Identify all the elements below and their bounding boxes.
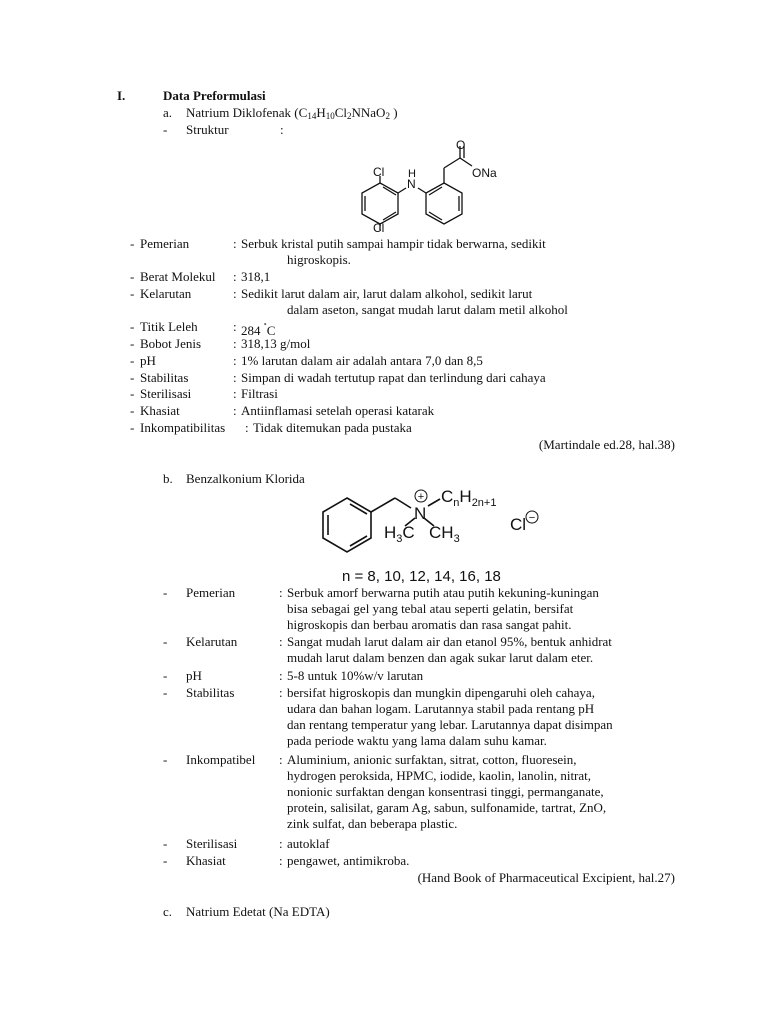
nitrogen-label: N [407,177,416,191]
prop-a-label: Khasiat [140,403,180,418]
prop-a-label: Inkompatibilitas [140,420,226,435]
prop-a-dash: - [130,353,135,368]
prop-a-label: Berat Molekul [140,269,216,284]
prop-b-line: autoklaf [287,836,330,851]
prop-b-colon: : [279,685,283,700]
prop-b-colon: : [279,752,283,767]
prop-a-colon: : [233,319,237,334]
item-b-marker: b. [163,471,173,486]
minus-charge: − [528,512,536,524]
item-a-marker: a. [163,105,173,120]
prop-b-line: Serbuk amorf berwarna putih atau putih kekuning-kuningan [287,585,599,600]
prop-b-colon: : [279,853,283,868]
cnh-label: $C_nH_{2n+1}$ [441,487,497,509]
prop-a-dash: - [130,319,135,334]
section-title: Data Preformulasi [163,88,266,103]
struktur-dash: - [163,122,168,137]
oxygen-label: O [456,138,466,152]
prop-b-label: Pemerian [186,585,236,600]
prop-a-value: 1% larutan dalam air adalah antara 7,0 dan 8,5 [241,353,483,368]
reference-b: (Hand Book of Pharmaceutical Excipient, hal.27) [417,870,675,885]
prop-b-dash: - [163,668,168,683]
prop-b-colon: : [279,668,283,683]
prop-a-label: Pemerian [140,236,190,251]
chloride-label: Cl [510,515,527,534]
prop-b-line: udara dan bahan logam. Larutannya stabil pada rentang pH [287,701,595,716]
prop-a-value: Simpan di wadah tertutup rapat dan terlindung dari cahaya [241,370,546,385]
cl-top-label: Cl [373,165,385,179]
prop-b-line: 5-8 untuk 10%w/v larutan [287,668,424,683]
prop-a-dash: - [130,286,135,301]
prop-a-colon: : [233,236,237,251]
prop-a-value: 318,13 g/mol [241,336,311,351]
prop-a-value: 284 ˚C [241,322,276,338]
prop-a-value-cont: higroskopis. [287,252,351,267]
item-c-title: Natrium Edetat (Na EDTA) [186,904,330,919]
hydrogen-label: H [408,168,416,180]
nitrogen-label: N [414,504,427,523]
prop-a-label: Bobot Jenis [140,336,202,351]
prop-a-value: Filtrasi [241,386,278,401]
prop-b-line: zink sulfat, dan beberapa plastic. [287,816,458,831]
prop-b-line: bisa sebagai gel yang tebal atau seperti gelatin, bersifat [287,601,574,616]
prop-a-colon: : [233,269,237,284]
prop-a-value: Antiinflamasi setelah operasi katarak [241,403,435,418]
prop-a-colon: : [233,370,237,385]
prop-a-dash: - [130,386,135,401]
prop-a-colon: : [245,420,249,435]
prop-b-label: Khasiat [186,853,226,868]
prop-b-label: Stabilitas [186,685,235,700]
prop-b-line: hydrogen peroksida, HPMC, iodide, kaolin, lanolin, nitrat, [287,768,592,783]
prop-b-dash: - [163,853,168,868]
prop-a-dash: - [130,370,135,385]
prop-b-dash: - [163,585,168,600]
prop-b-line: pada periode waktu yang lama dalam suhu kamar. [287,733,547,748]
h3c-label: $H_3C$ [384,523,415,545]
prop-a-colon: : [233,336,237,351]
prop-b-line: mudah larut dalam benzen dan agak sukar larut dalam eter. [287,650,594,665]
prop-a-dash: - [130,420,135,435]
cl-bottom-label: Cl [373,221,385,235]
prop-b-line: protein, salisilat, garam Ag, sabun, sulfonamide, tartrat, ZnO, [287,800,607,815]
prop-b-line: Sangat mudah larut dalam air dan etanol 95%, bentuk anhidrat [287,634,612,649]
plus-charge: + [417,491,425,503]
prop-b-label: Sterilisasi [186,836,238,851]
ona-label: ONa [472,166,497,180]
prop-a-value-cont: dalam aseton, sangat mudah larut dalam metil alkohol [287,302,568,317]
prop-a-colon: : [233,386,237,401]
prop-a-label: Kelarutan [140,286,192,301]
benzene-ring [323,498,371,552]
prop-b-dash: - [163,685,168,700]
prop-b-dash: - [163,752,168,767]
prop-a-colon: : [233,286,237,301]
prop-b-label: pH [186,668,202,683]
prop-b-dash: - [163,634,168,649]
prop-a-label: Titik Leleh [140,319,198,334]
ch3-label: $CH_3$ [429,523,460,545]
prop-a-dash: - [130,403,135,418]
prop-a-colon: : [233,403,237,418]
section-number: I. [117,88,126,103]
struktur-colon: : [280,122,284,137]
prop-b-line: Aluminium, anionic surfaktan, sitrat, cotton, fluoresein, [287,752,577,767]
prop-b-colon: : [279,634,283,649]
prop-b-label: Inkompatibel [186,752,256,767]
prop-a-value: Sedikit larut dalam air, larut dalam alkohol, sedikit larut [241,286,533,301]
prop-b-colon: : [279,585,283,600]
struktur-label: Struktur [186,122,229,137]
prop-b-line: bersifat higroskopis dan mungkin dipengaruhi oleh cahaya, [287,685,595,700]
prop-a-value: 318,1 [241,269,271,284]
prop-b-line: dan rentang temperatur yang lebar. Larutannya dapat disimpan [287,717,613,732]
n-values-caption: n = 8, 10, 12, 14, 16, 18 [342,568,501,585]
prop-a-value: Tidak ditemukan pada pustaka [253,420,412,435]
prop-b-line: pengawet, antimikroba. [287,853,410,868]
prop-a-label: Sterilisasi [140,386,192,401]
prop-a-label: Stabilitas [140,370,189,385]
prop-a-dash: - [130,269,135,284]
item-a-title: Natrium Diklofenak ($C_{14}H_{10}Cl_2NNaO_2$ ) [186,105,398,121]
prop-a-colon: : [233,353,237,368]
prop-a-dash: - [130,336,135,351]
prop-a-value: Serbuk kristal putih sampai hampir tidak berwarna, sedikit [241,236,546,251]
prop-a-dash: - [130,236,135,251]
prop-b-line: nonionic surfaktan dengan konsentrasi tinggi, permanganate, [287,784,604,799]
reference-a: (Martindale ed.28, hal.38) [538,437,675,452]
prop-b-line: higroskopis dan berbau aromatis dan rasa sangat pahit. [287,617,572,632]
prop-b-label: Kelarutan [186,634,238,649]
item-b-title: Benzalkonium Klorida [186,471,305,486]
item-c-marker: c. [163,904,173,919]
prop-b-dash: - [163,836,168,851]
prop-a-label: pH [140,353,156,368]
prop-b-colon: : [279,836,283,851]
